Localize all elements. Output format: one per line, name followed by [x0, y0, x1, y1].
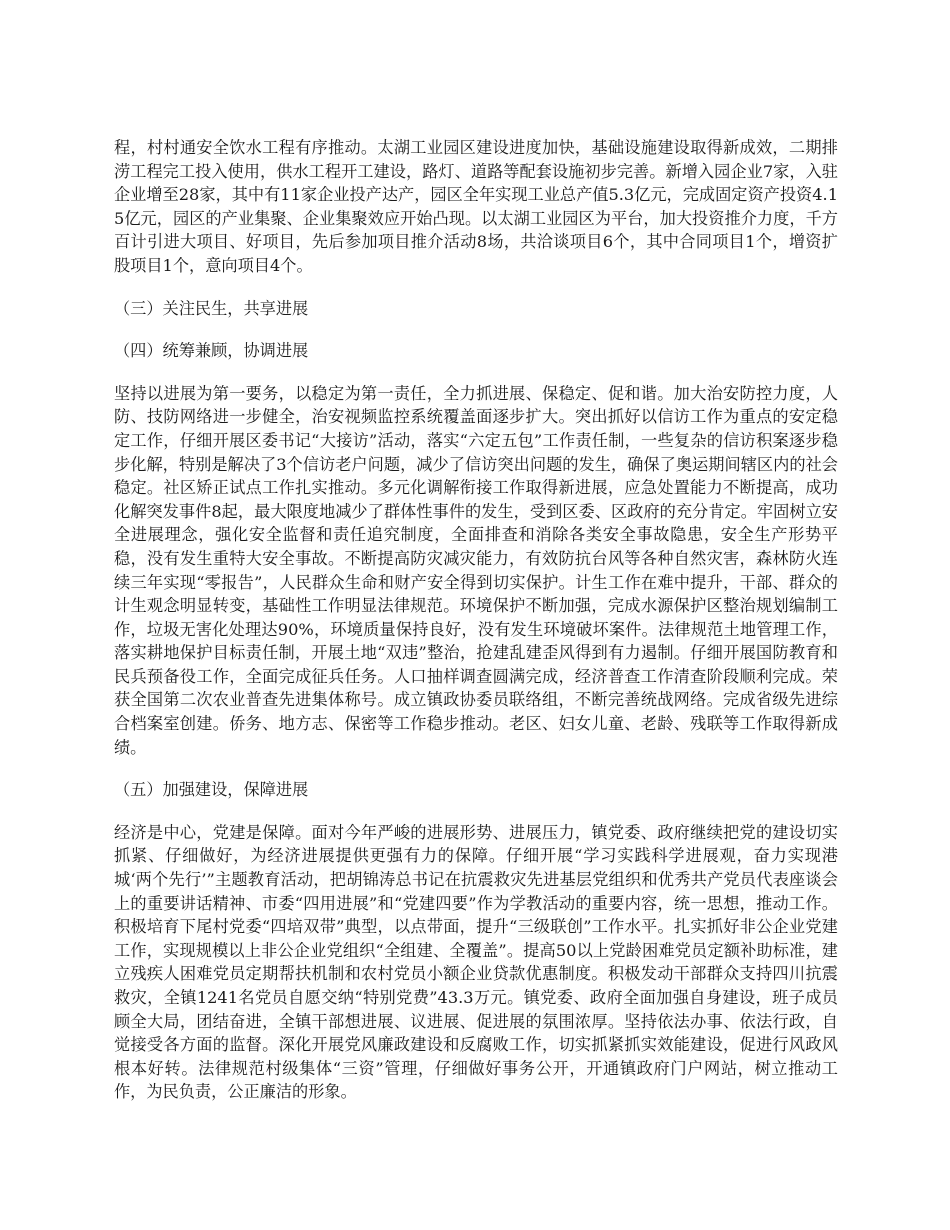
section-heading-5: （五）加强建设，保障进展 — [114, 780, 309, 800]
paragraph-industrial-park: 程，村村通安全饮水工程有序推动。太湖工业园区建设进度加快，基础设施建设取得新成效，二期排涝工程完工投入使用，供水工程开工建设，路灯、道路等配套设施初步完善。新增入园企业7家，入驻企业增至28家，其中有11家企业投产达产，园区全年实现工业总产值5.3亿元，完成固定资产投资4.15亿元，园区的产业集聚、企业集聚效应开始凸现。以太湖工业园区为平台，加大投资推介力度，千方百计引进大项目、好项目，先后参加项目推介活动8场，共洽谈项目6个，其中合同项目1个，增资扩股项目1个，意向项目4个。 — [114, 138, 838, 275]
document-page — [114, 136, 838, 1104]
section-heading-3: （三）关注民生，共享进展 — [114, 298, 309, 318]
paragraph-party-building: 经济是中心，党建是保障。面对今年严峻的进展形势、进展压力，镇党委、政府继续把党的建设切实抓紧、仔细做好，为经济进展提供更强有力的保障。仔细开展“学习实践科学进展观，奋力实现港城‘两个先行’”主题教育活动，把胡锦涛总书记在抗震救灾先进基层党组织和优秀共产党员代表座谈会上的重要讲话精神、市委“四用进展”和“党建四要”作为学教活动的重要内容，统一思想，推动工作。积极培育下尾村党委“四培双带”典型，以点带面，提升“三级联创”工作水平。扎实抓好非公企业党建工作，实现规模以上非公企业党组织“全组建、全覆盖”。提高50以上党龄困难党员定额补助标准，建立残疾人困难党员定期帮扶机制和农村党员小额企业贷款优惠制度。积极发动干部群众支持四川抗震救灾，全镇1241名党员自愿交纳“特别党费”43.3万元。镇党委、政府全面加强自身建设，班子成员顾全大局，团结奋进，全镇干部想进展、议进展、促进展的氛围浓厚。坚持依法办事、依法行政，自觉接受各方面的监督。深化开展党风廉政建设和反腐败工作，切实抓紧抓实效能建设，促进行风政风根本好转。法律规范村级集体“三资”管理，仔细做好事务公开，开通镇政府门户网站，树立推动工作，为民负责，公正廉洁的形象。 — [114, 822, 838, 1102]
paragraph-stability: 坚持以进展为第一要务，以稳定为第一责任，全力抓进展、保稳定、促和谐。加大治安防控力度，人防、技防网络进一步健全，治安视频监控系统覆盖面逐步扩大。突出抓好以信访工作为重点的安定稳定工作，仔细开展区委书记“大接访”活动，落实“六定五包”工作责任制，一些复杂的信访积案逐步稳步化解，特别是解决了3个信访老户问题，减少了信访突出问题的发生，确保了奥运期间辖区内的社会稳定。社区矫正试点工作扎实推动。多元化调解衔接工作取得新进展，应急处置能力不断提高，成功化解突发事件8起，最大限度地减少了群体性事件的发生，受到区委、区政府的充分肯定。牢固树立安全进展理念，强化安全监督和责任追究制度，全面排查和消除各类安全事故隐患，安全生产形势平稳，没有发生重特大安全事故。不断提高防灾减灾能力，有效防抗台风等各种自然灾害，森林防火连续三年实现“零报告”，人民群众生命和财产安全得到切实保护。计生工作在难中提升，干部、群众的计生观念明显转变，基础性工作明显法律规范。环境保护不断加强，完成水源保护区整治规划编制工作，垃圾无害化处理达90%，环境质量保持良好，没有发生环境破坏案件。法律规范土地管理工作，落实耕地保护目标责任制，开展土地“双违”整治，抢建乱建歪风得到有力遏制。仔细开展国防教育和民兵预备役工作，全面完成征兵任务。人口抽样调查圆满完成，经济普查工作清查阶段顺利完成。荣获全国第二次农业普查先进集体称号。成立镇政协委员联络组，不断完善统战网络。完成省级先进综合档案室创建。侨务、地方志、保密等工作稳步推动。老区、妇女儿童、老龄、残联等工作取得新成绩。 — [114, 383, 838, 757]
section-heading-4: （四）统筹兼顾，协调进展 — [114, 341, 309, 361]
